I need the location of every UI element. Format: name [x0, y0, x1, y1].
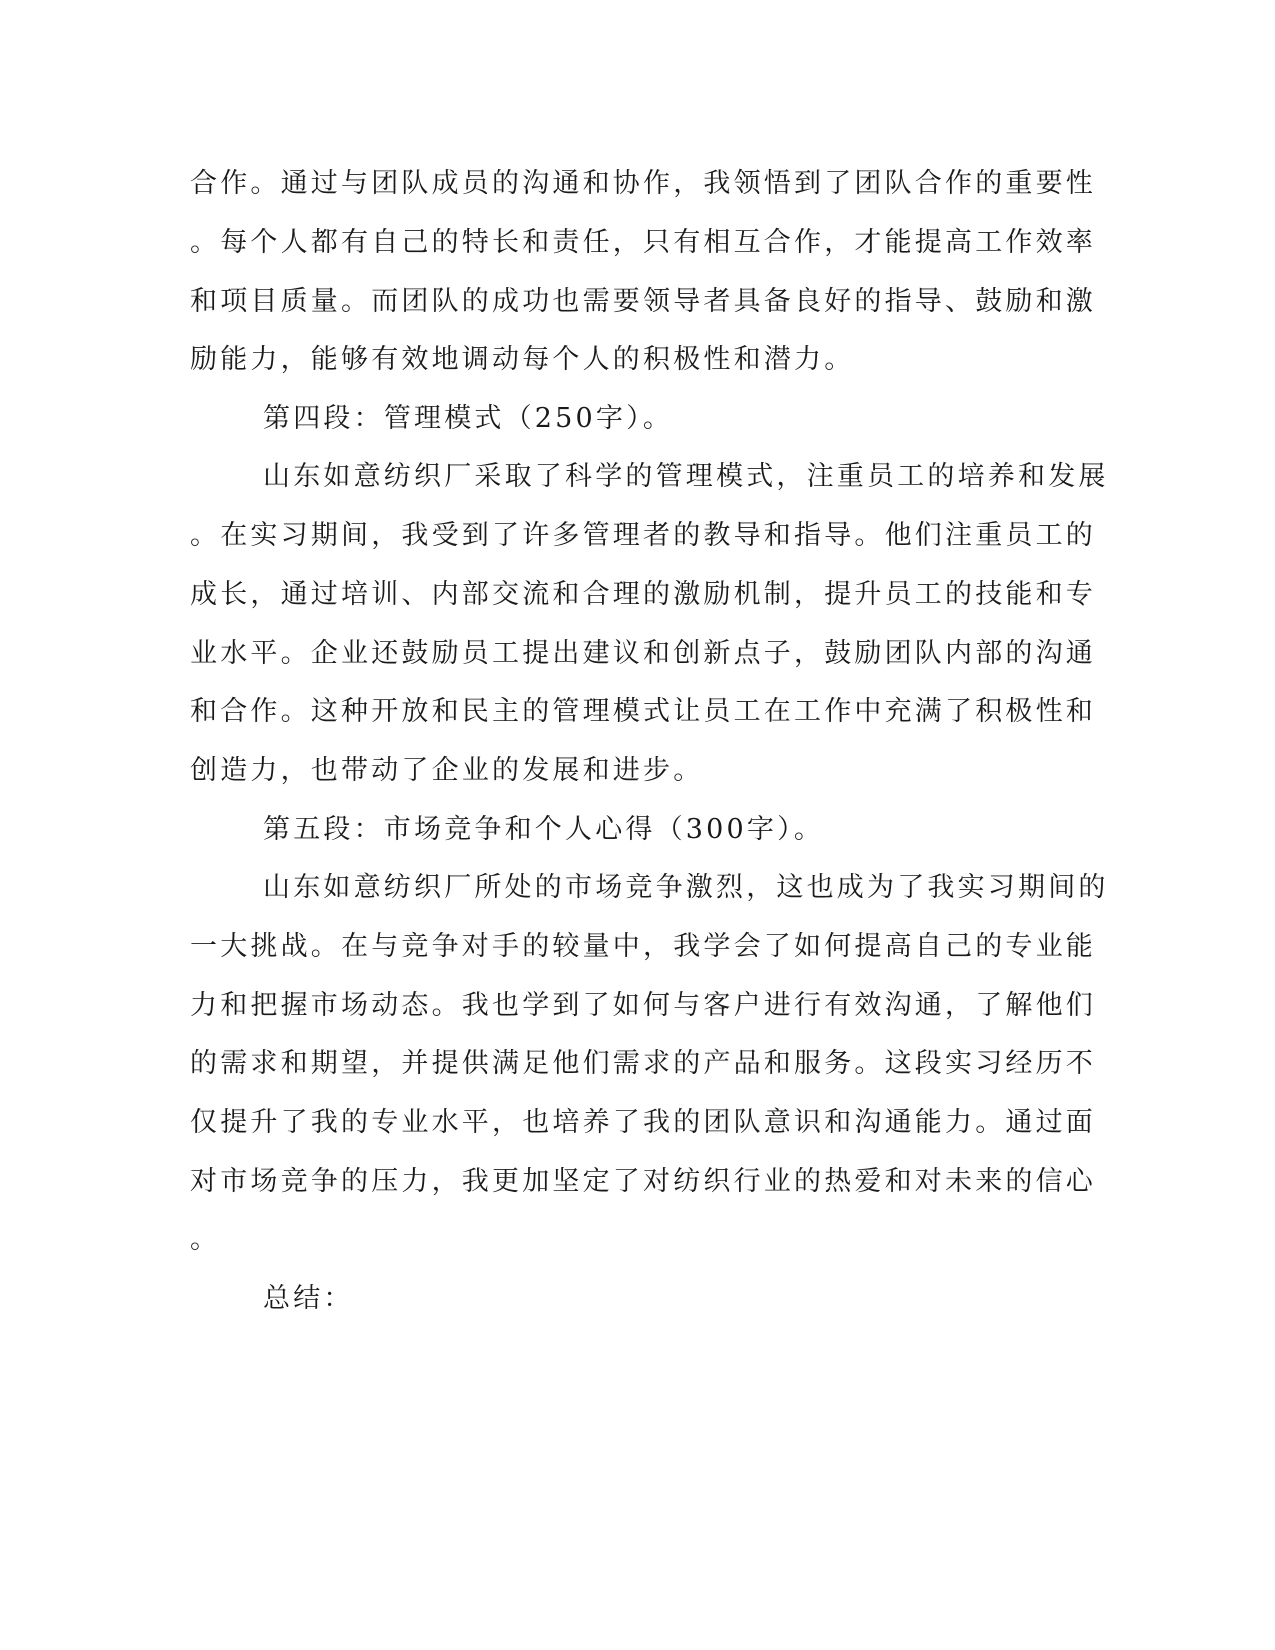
- body-line: 励能力，能够有效地调动每个人的积极性和潜力。: [190, 344, 855, 375]
- body-line: 和项目质量。而团队的成功也需要领导者具备良好的指导、鼓励和激: [190, 286, 1096, 317]
- summary-heading: 总结：: [263, 1283, 354, 1314]
- body-line: 业水平。企业还鼓励员工提出建议和创新点子，鼓励团队内部的沟通: [190, 638, 1096, 669]
- body-line: 力和把握市场动态。我也学到了如何与客户进行有效沟通，了解他们: [190, 990, 1096, 1021]
- section-heading-5: 第五段：市场竞争和个人心得（300字）。: [263, 814, 825, 845]
- body-line: 。每个人都有自己的特长和责任，只有相互合作，才能提高工作效率: [190, 227, 1096, 258]
- body-line: 合作。通过与团队成员的沟通和协作，我领悟到了团队合作的重要性: [190, 168, 1096, 199]
- body-line: 山东如意纺织厂采取了科学的管理模式，注重员工的培养和发展: [263, 461, 1109, 492]
- body-line: 仅提升了我的专业水平，也培养了我的团队意识和沟通能力。通过面: [190, 1107, 1096, 1138]
- body-line: 的需求和期望，并提供满足他们需求的产品和服务。这段实习经历不: [190, 1048, 1096, 1079]
- body-line: 和合作。这种开放和民主的管理模式让员工在工作中充满了积极性和: [190, 696, 1096, 727]
- body-line: 山东如意纺织厂所处的市场竞争激烈，这也成为了我实习期间的: [263, 872, 1109, 903]
- body-line: 创造力，也带动了企业的发展和进步。: [190, 755, 704, 786]
- body-line: 。在实习期间，我受到了许多管理者的教导和指导。他们注重员工的: [190, 520, 1096, 551]
- body-line: 对市场竞争的压力，我更加坚定了对纺织行业的热爱和对未来的信心: [190, 1166, 1096, 1197]
- body-line: 一大挑战。在与竞争对手的较量中，我学会了如何提高自己的专业能: [190, 931, 1096, 962]
- body-line: 。: [190, 1224, 221, 1255]
- body-line: 成长，通过培训、内部交流和合理的激励机制，提升员工的技能和专: [190, 579, 1096, 610]
- section-heading-4: 第四段：管理模式（250字）。: [263, 403, 674, 434]
